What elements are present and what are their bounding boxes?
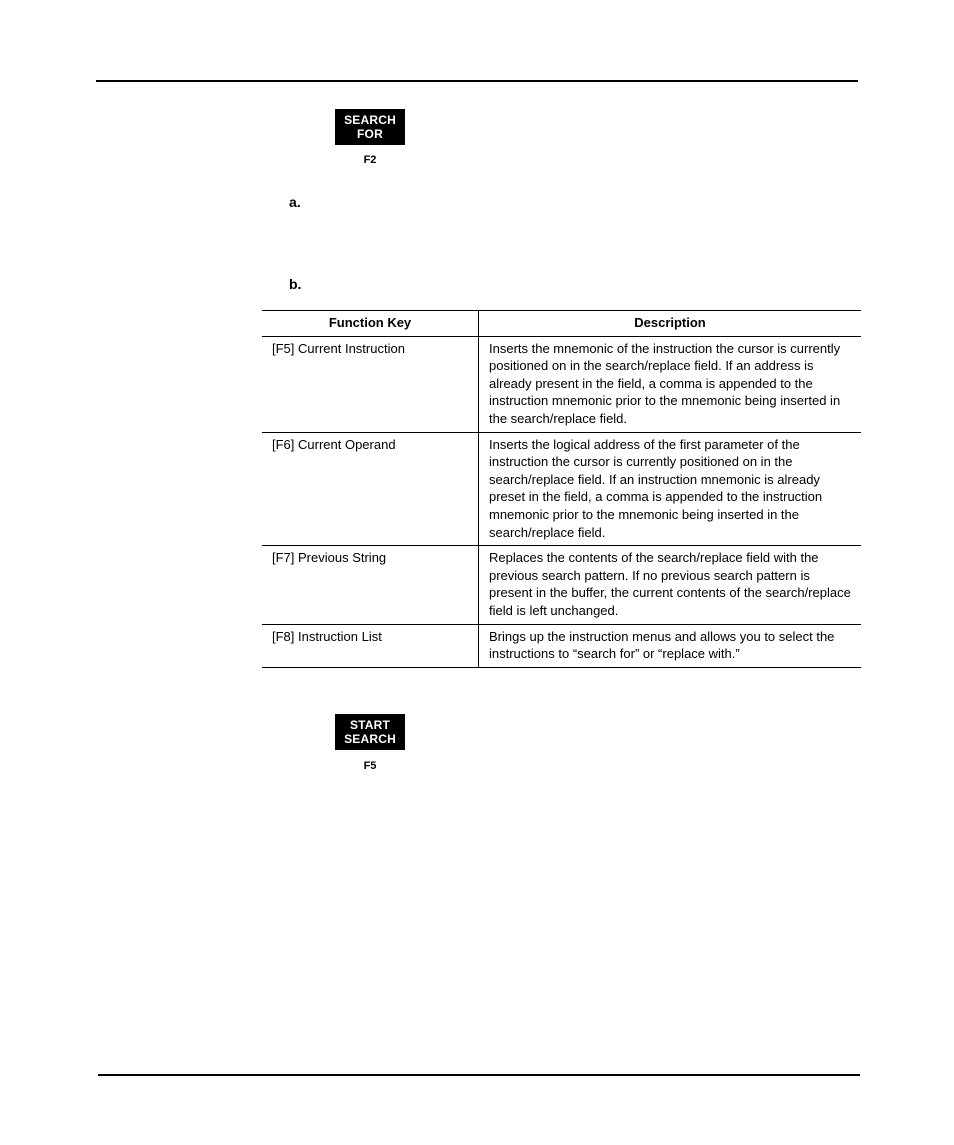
header-description: Description	[479, 311, 862, 337]
search-for-key-line1: SEARCH	[344, 113, 396, 127]
row-key: [F7] Previous String	[262, 546, 479, 624]
step-a-label: a.	[289, 194, 301, 210]
table-row	[262, 432, 861, 546]
table-row	[262, 624, 861, 667]
table-header-row	[262, 311, 861, 337]
row-key: [F8] Instruction List	[262, 624, 479, 667]
start-search-key[interactable]	[335, 714, 405, 750]
search-for-key-line2: FOR	[357, 127, 383, 141]
start-search-fkey-label: F5	[363, 760, 377, 772]
top-rule	[96, 80, 858, 82]
row-description: Inserts the logical address of the first parameter of the instruction the cursor is currently positioned on in the search/replace field. If an instruction mnemonic is already preset in the field, a comma is appended to the instruction mnemonic prior to the mnemonic being inserted in the search/replace field.	[479, 432, 862, 546]
row-description: Replaces the contents of the search/replace field with the previous search pattern. If no previous search pattern is present in the buffer, the current contents of the search/replace field is left unchanged.	[479, 546, 862, 624]
bottom-rule	[98, 1074, 860, 1076]
row-key: [F5] Current Instruction	[262, 336, 479, 432]
search-for-fkey-label: F2	[363, 154, 377, 166]
row-description: Brings up the instruction menus and allows you to select the instructions to “search for” or “replace with.”	[479, 624, 862, 667]
row-key: [F6] Current Operand	[262, 432, 479, 546]
step-b-label: b.	[289, 276, 302, 292]
table-row	[262, 336, 861, 432]
function-key-table	[262, 310, 861, 668]
row-description: Inserts the mnemonic of the instruction the cursor is currently positioned on in the search/replace field. If an address is already present in the field, a comma is appended to the instruction mnemonic prior to the mnemonic being inserted in the search/replace field.	[479, 336, 862, 432]
search-for-key[interactable]	[335, 109, 405, 145]
header-function-key: Function Key	[262, 311, 479, 337]
start-search-key-line2: SEARCH	[344, 732, 396, 746]
start-search-key-line1: START	[349, 718, 391, 732]
table-row	[262, 546, 861, 624]
